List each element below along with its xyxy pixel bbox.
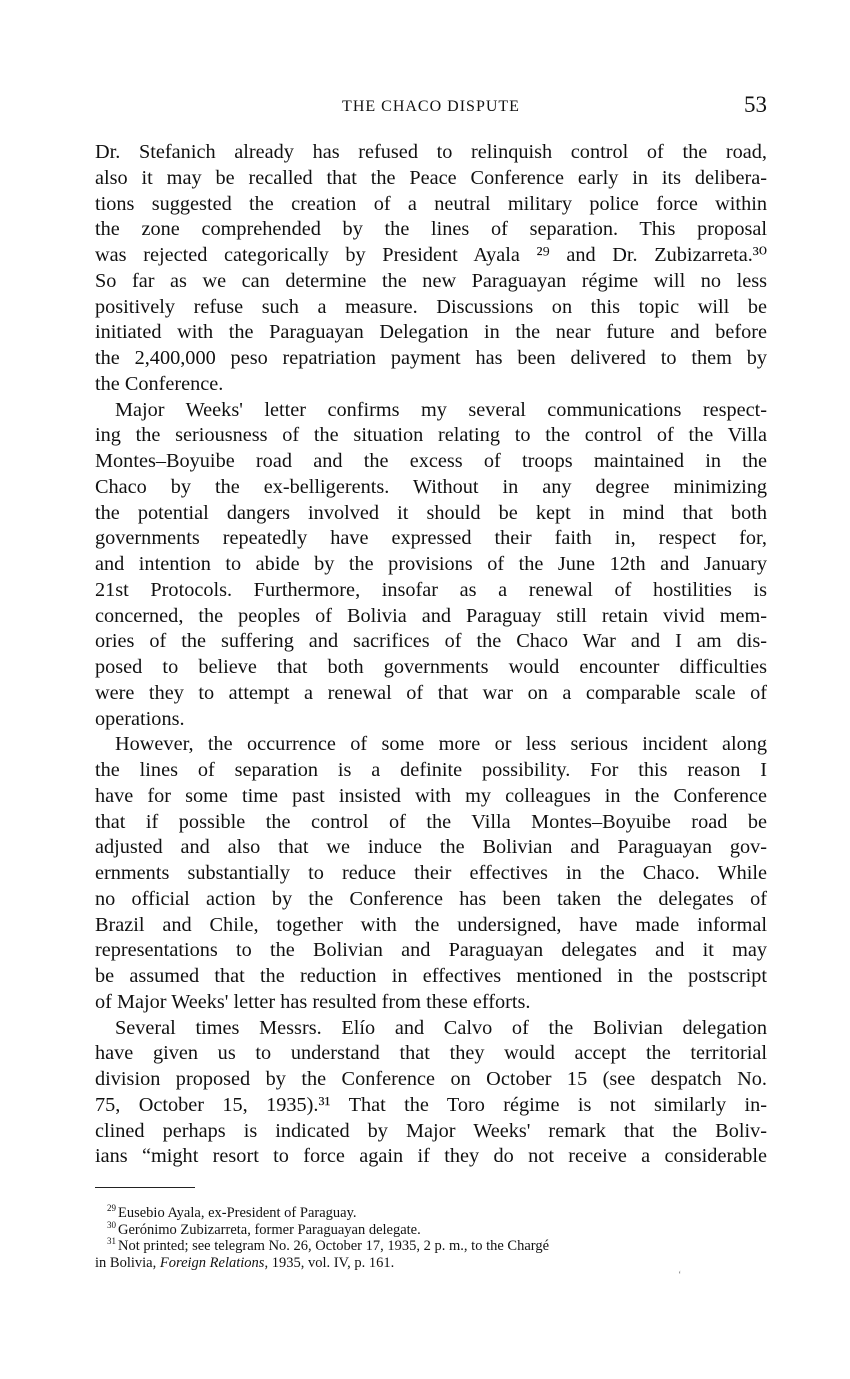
footnote-marker: 29 bbox=[107, 1203, 116, 1214]
body-line: the potential dangers involved it should be kept in mind that both bbox=[95, 501, 767, 524]
body-line: governments repeatedly have expressed their faith in, respect for, bbox=[95, 527, 767, 550]
footnote-text: in Bolivia, bbox=[95, 1254, 157, 1271]
body-line: ians “might resort to force again if they do not receive a considerable bbox=[95, 1145, 767, 1168]
body-line: Several times Messrs. Elío and Calvo of the Bolivian delegation bbox=[115, 1016, 767, 1039]
body-line: However, the occurrence of some more or less serious incident along bbox=[115, 733, 767, 756]
footnote-text: , 1935, vol. IV, p. 161. bbox=[264, 1254, 395, 1271]
footnote-divider bbox=[95, 1187, 195, 1188]
footnote-text: Not printed; see telegram No. 26, October 17, 1935, 2 p. m., to the Chargé bbox=[118, 1238, 550, 1254]
body-line: posed to believe that both governments would encounter difficulties bbox=[95, 656, 767, 678]
page-header bbox=[95, 92, 767, 124]
body-line: also it may be recalled that the Peace Conference early in its delibera- bbox=[95, 166, 767, 189]
body-line: Major Weeks' letter confirms my several communications respect- bbox=[115, 398, 767, 421]
body-line: adjusted and also that we induce the Bolivian and Paraguayan gov- bbox=[95, 836, 767, 859]
body-line: concerned, the peoples of Bolivia and Paraguay still retain vivid mem- bbox=[95, 604, 767, 627]
body-line: So far as we can determine the new Paraguayan régime will no less bbox=[95, 269, 767, 292]
footnotes bbox=[95, 1205, 767, 1271]
body-line: and intention to abide by the provisions of the June 12th and January bbox=[95, 553, 767, 575]
body-line: initiated with the Paraguayan Delegation in the near future and before bbox=[95, 321, 767, 344]
body-line: the 2,400,000 peso repatriation payment has been delivered to them by bbox=[95, 347, 767, 369]
body-line: ernments substantially to reduce their effectives in the Chaco. While bbox=[95, 862, 767, 884]
body-line: Brazil and Chile, together with the undersigned, have made informal bbox=[95, 913, 767, 936]
body-line: the lines of separation is a definite possibility. For this reason I bbox=[95, 759, 767, 781]
footnote-text: Eusebio Ayala, ex-President of Paraguay. bbox=[118, 1205, 357, 1221]
scan-mark: ‘ bbox=[678, 1270, 682, 1281]
body-line: division proposed by the Conference on October 15 (see despatch No. bbox=[95, 1068, 767, 1090]
footnote-29 bbox=[95, 1205, 767, 1222]
body-line: the zone comprehended by the lines of separation. This proposal bbox=[95, 218, 767, 241]
body-line: 21st Protocols. Furthermore, insofar as a renewal of hostilities is bbox=[95, 578, 767, 601]
body-line: Dr. Stefanich already has refused to relinquish control of the road, bbox=[95, 141, 767, 163]
footnote-marker: 31 bbox=[107, 1236, 116, 1247]
body-line: have given us to understand that they would accept the territorial bbox=[95, 1042, 767, 1065]
body-line: representations to the Bolivian and Paraguayan delegates and it may bbox=[95, 939, 767, 962]
body-line: ing the seriousness of the situation relating to the control of the Villa bbox=[95, 424, 767, 447]
footnote-30 bbox=[95, 1219, 767, 1239]
body-line: have for some time past insisted with my colleagues in the Conference bbox=[95, 784, 767, 807]
body-line: Chaco by the ex-belligerents. Without in any degree minimizing bbox=[95, 475, 767, 498]
running-title: THE CHACO DISPUTE bbox=[342, 98, 520, 115]
body-line: Montes–Boyuibe road and the excess of troops maintained in the bbox=[95, 450, 767, 472]
body-line: clined perhaps is indicated by Major Weeks' remark that the Boliv- bbox=[95, 1119, 767, 1142]
body-line: operations. bbox=[95, 707, 185, 730]
body-line: ories of the suffering and sacrifices of the Chaco War and I am dis- bbox=[95, 630, 767, 653]
body-line: was rejected categorically by President Ayala ²⁹ and Dr. Zubizarreta.³⁰ bbox=[95, 244, 767, 266]
footnote-text: Gerónimo Zubizarreta, former Paraguayan delegate. bbox=[118, 1221, 421, 1238]
footnote-31 bbox=[95, 1238, 767, 1255]
body-line: be assumed that the reduction in effectives mentioned in the postscript bbox=[95, 965, 767, 987]
body-line: that if possible the control of the Villa Montes–Boyuibe road be bbox=[95, 810, 767, 833]
body-line: 75, October 15, 1935).³¹ That the Toro régime is not similarly in- bbox=[95, 1093, 767, 1116]
body-line: no official action by the Conference has been taken the delegates of bbox=[95, 887, 767, 910]
body-line: of Major Weeks' letter has resulted from these efforts. bbox=[95, 990, 531, 1013]
publication-title: Foreign Relations bbox=[159, 1254, 265, 1271]
page-number: 53 bbox=[744, 92, 767, 117]
footnote-marker: 30 bbox=[107, 1219, 116, 1230]
body-line: the Conference. bbox=[95, 372, 224, 395]
body-line: were they to attempt a renewal of that war on a comparable scale of bbox=[95, 681, 767, 704]
body-line: positively refuse such a measure. Discussions on this topic will be bbox=[95, 295, 767, 318]
footnote-31-continued bbox=[95, 1255, 767, 1272]
body-text bbox=[95, 140, 767, 1170]
body-line: tions suggested the creation of a neutral military police force within bbox=[95, 192, 767, 215]
